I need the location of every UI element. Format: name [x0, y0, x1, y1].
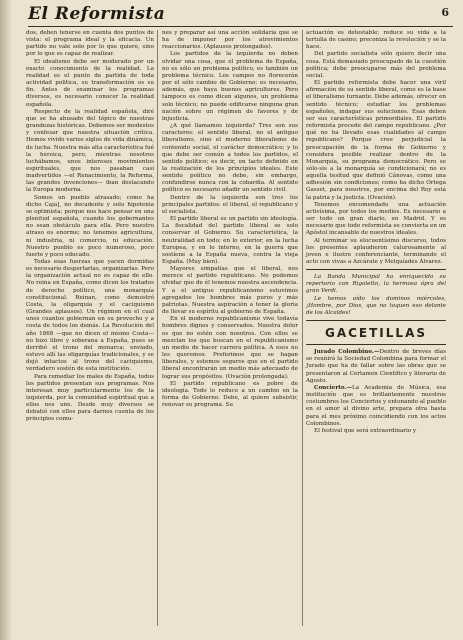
article-paragraph [306, 428, 446, 435]
article-paragraph [162, 216, 298, 266]
article-paragraph [162, 30, 298, 51]
article-paragraph [306, 385, 446, 428]
paragraph-text: dos, deben tenerse en cuenta dos puntos de vista: el programa ideal y la eficacia. Un partido no vale solo por lo que quiere, sino por lo que es capaz de realizar. [26, 30, 154, 58]
news-item-title: Jurado Colombino.— [314, 349, 380, 356]
article-paragraph [306, 202, 446, 238]
article-paragraph [162, 195, 298, 216]
article-paragraph [306, 296, 446, 317]
paragraph-text: Tenemos encomendado una actuación activísima, por todos los medios. Es necesario a ser todo un gran diario, en Madrid. Y es necesario que todo reformista se convierta en un Apóstol incansable de nuestros ideales. [306, 201, 446, 237]
article-paragraph [162, 51, 298, 123]
article-paragraph [26, 30, 154, 59]
paragraph-text: El festival que será extraordinario y [314, 427, 417, 434]
paragraph-text: Los partidos de la izquierda no deben olvidar una cosa, que el problema de España, no es sólo un problema político, es también un problema técnico. Los campos no florecerán por el sólo cambio de Gobierno: es necesario, además, que haya buenos agricultores. Pero tampoco es como dicen algunos, un problema solo técnico; no puede edificarse ninguna gran nación sobre un régimen de favores y de injusticia. [162, 51, 298, 122]
column-3 [306, 30, 446, 435]
article-paragraph [26, 259, 154, 374]
column-1 [26, 30, 154, 424]
paragraph-text: El partido reformista debe hacer una viril afirmación de su sentido liberal, como es la base el liberalismo turnante. Debe además, ofrecer en sentido técnico; estudiar los problemas españoles, indagar sus soluciones. Esas deben ser sus características primordiales. El partido reformista procede del campo republicano. ¿Por qué no ha llevado esas cualidades al campo republicano? Porque cree perjudicial la preocupación de la forma de Gobierno y considera posible realizar dentro de la Monarquía, su programa democrático. Pero se sólo-sis a la monarquía se condicionará; no es aquella tesitud que definió Cánovas, como una adhesión sin condiciones; como ha dicho Ortega Gasset, para nosotros, por encima del Rey está la patria y la justicia. (Ovación). [306, 80, 446, 201]
paragraph-text: Dentro de la izquierda son tres los principales partidos: el liberal, el republicano y el socialista. [162, 194, 298, 215]
paragraph-text: En el moderno republicanismo vive todavía hombres dignos y conservados. Nuestra dolor es que no estén con nosotros. Con ellos se mezclan los que buscan en el republicanismo un medio de hacer carrera política. A esos no les queremos. Preferimos que se hagan liberales, y estemos seguros que en el partido liberal encontrarán un medio más adecuado de lograr sus propósitos. (Ovación prolongada). [162, 316, 298, 380]
section-rule [306, 320, 446, 321]
article-paragraph [306, 51, 446, 80]
paragraph-text: Somos un pueblo atrasado; como ha dicho Caja], no decadente y solo hipotenia se optimista; porque nos hace pensar en una plenitud española, cuando los gobernantes no sean obstáculo para ella. Pero nuestro atraso es enorme; no tenemos agricultura, ni industria, ni comercio, ni educación. Nuestro pueblo es poco numeroso, poco fuerte y poco educado. [26, 194, 154, 258]
paragraph-text: Respecto de la realidad española, diré que se ha abusado del tópico de nuestras grandezas históricas. Debemos ser modestos y confesar que nuestra situación crítica. Hemos vivido varios siglos de vida dinámica, de lucha. Nuestra más alta característica fué la heroica, pero, mientras nosotros luchábamos, unos intereses movimientos espirituales, que nos pasaban casi inadvertidos —el Renacimiento, la Reforma, las grandes invenciones— iban destacando la Europa moderna. [26, 108, 154, 194]
paragraph-text: El partido republicano es pobre de ideología. Todo lo reduce a un cambio en la forma de Gobierno. Debe, al quiere subsistir, renovar su programa. Su [162, 380, 298, 409]
section-heading: GACETILLAS [324, 326, 427, 341]
column-2 [162, 30, 298, 409]
article-paragraph [306, 30, 446, 51]
paragraph-text: Todas esas fuerzas que yacen dormidas es necesario despertarlas, organizarlas. Pero la organización actual no es capaz de ello. No reina en España, como dicen los tratados de derecho político, una monarquía constitucional. Reinan, como demostró Costa, la oligarquía y el caciquismo (Grandes aplausos). Un régimen en el cual unos cuantos gobiernan en su provecho y a costa de todos los demás. La Revolución del año 1868 —que no dicen el mismo Costa— no hizo libre y soberana a España, pues se derribó el trono del monarca; enviado, estuvo allí las oligarquías tradicionales, y se dejó intactos al trono del caciquismo, verdadero sostén de esta institución. [26, 259, 154, 373]
paragraph-text: Al terminar su elocuentísimo discurso, todos los presentes aplaudieron calurosamente al joven e ilustre conferenciante, terminando el acto con vivas a Azcárate y Melquíades Álvarez. [306, 237, 446, 265]
paragraph-text: Le hemos oído los dominos miércoles, ¡Hombre, por Dios, que no toquen eso delante de los Alcaldes! [306, 295, 446, 316]
article-paragraph [26, 374, 154, 424]
article-paragraph [306, 80, 446, 202]
article-paragraph [162, 381, 298, 410]
article-paragraph [26, 195, 154, 259]
news-item-title: Concierto.— [314, 384, 353, 391]
column-separator [302, 30, 303, 626]
paragraph-text: ¿A qué llamamos izquierda? Tres son sus caracteres: el sentido liberal, no el antiguo liberalismo, sino el moderno liberalismo de contenido social, el carácter democrático; y lo que debe ser común a todos los partidos, el sentido político; es decir, un tacto definido en la realización de los principios ideales. Este sentido político no debe, sin embargo, confundirse nunca con la cobardía. Al sentido político es necesario añadir un sentido civil. [162, 123, 298, 194]
page-number: 6 [441, 6, 449, 19]
section-rule [306, 269, 446, 270]
section-rule [306, 344, 446, 345]
article-paragraph [306, 349, 446, 385]
paragraph-text: Dentro de breves días se reunirá la Sociedad Colombina para formar el Jurado que ha de fallar sobre las obras que se presentaron al Certamen Científico y literario de Agosto. [306, 349, 446, 384]
paragraph-text: Para remediar los males de España, todos los partidos presentan sus programas. Nos interesan muy particularmente los de la izquierda, por la comunidad espiritual que a ellos nos une. Desde muy diversos se debatió con ellos para darnos cuenta de los principios comu- [26, 373, 154, 423]
article-paragraph [162, 123, 298, 195]
page-fold-shadow [0, 0, 12, 640]
paragraph-text: El partido liberal es un partido sin ideología. La fiscalidad del partido liberal se solo conservar el Gobierno. Su característica, la neutralidad en todo; en lo exterior, en la lucha Europea, y en lo interno, en la guerra que sostiene a la España nueva, contra la vieja España. (Muy bien). [162, 216, 298, 265]
article-paragraph [162, 316, 298, 380]
masthead [28, 6, 453, 27]
paragraph-text: nes y preparar así una acción solidaria que se ha de imponer por los atrevimientos reaccionarios. (Aplausos prolongados). [162, 30, 298, 51]
article-paragraph [306, 238, 446, 267]
paragraph-text: El idealismo debe ser moderado por un exacto conocimiento de la realidad. La realidad es el punto de partida de toda actividad politica, su transformación es su fin. Antes de examinar los programas diversos, es necesario conocer la realidad española. [26, 58, 154, 108]
paragraph-text: La Academia de Música, esa institución que es brillantemente nuestros costumbres los Conciertos y entonando al pueblo en el amor al divino arte, prepara otra hasta para el mes próximo coincidiendo con los actos Colombinos. [306, 384, 446, 427]
article-paragraph [26, 109, 154, 195]
column-separator [157, 30, 158, 626]
masthead-title: El Reformista [28, 4, 166, 24]
paragraph-text: La Banda Municipal ha enriquecido su repertorio con Rigoletto, la hermosa ópra del gran Verdi. [306, 274, 446, 295]
article-paragraph [162, 266, 298, 316]
paragraph-text: actuación es detestable; reduce su vida a la tertulia de casino; preconiza la revolución y se la hace. [306, 30, 446, 51]
paragraph-text: Del partido socialista sólo quiero decir una cosa. Está demasiado preocupado de la cuestión política; debe preocuparse más del problema social. [306, 51, 446, 79]
article-paragraph [26, 59, 154, 109]
article-paragraph [306, 274, 446, 295]
paragraph-text: Mayores simpatías que el liberal, nos merece el partido republicano. No podemos olvidar que de él tenemos nuestra ascendencia. Y a el antiguo republicanismo estuvimos agregados los hombres más puros y más patriotas. Nuestra aspiración a tener la gloria de llevar su espíritu al gobierno de España. [162, 266, 298, 316]
